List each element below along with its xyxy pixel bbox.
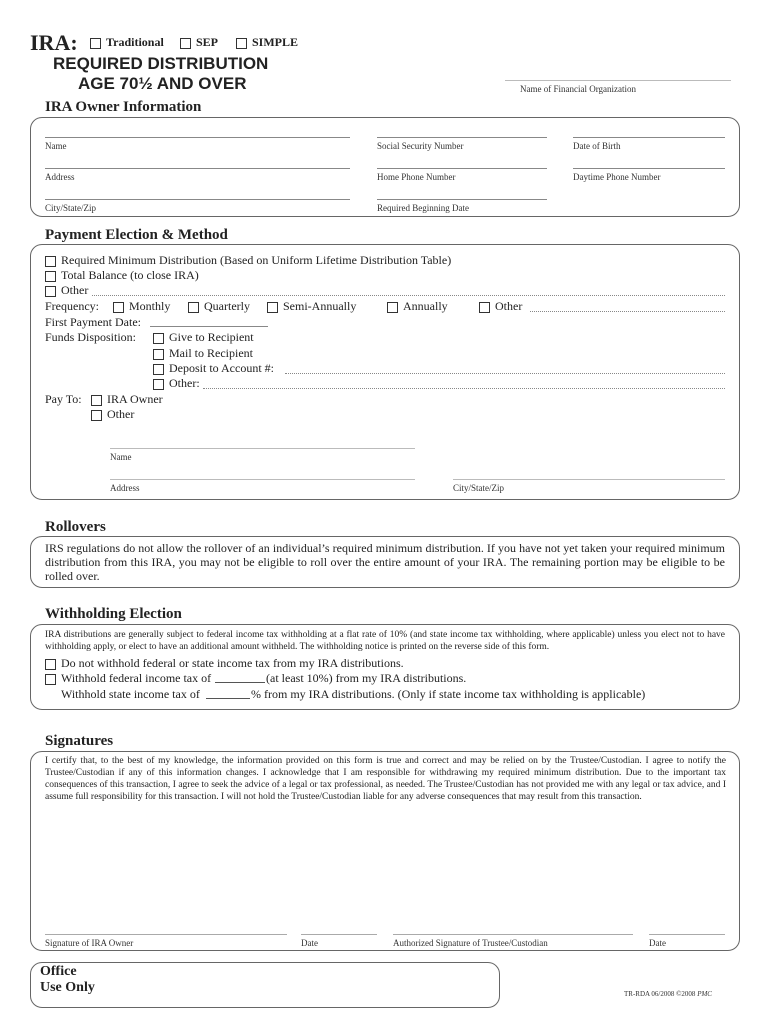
- freq-quarterly[interactable]: Quarterly: [188, 299, 250, 314]
- checkbox[interactable]: [153, 364, 164, 375]
- withhold-state-suffix: % from my IRA distributions. (Only if state income tax withholding is applicable): [251, 687, 646, 701]
- deposit-account-line[interactable]: [285, 373, 725, 374]
- home-phone-line[interactable]: [377, 168, 547, 169]
- frequency-label: Frequency:: [45, 299, 99, 313]
- day-phone-label: Daytime Phone Number: [573, 172, 661, 182]
- withhold-state-label: Withhold state income tax of: [61, 687, 200, 701]
- checkbox[interactable]: [113, 302, 124, 313]
- freq-annual[interactable]: Annually: [387, 299, 448, 314]
- freq-semiannual[interactable]: Semi-Annually: [267, 299, 356, 314]
- owner-date-line[interactable]: [301, 934, 377, 935]
- funds-other[interactable]: Other:: [153, 376, 200, 391]
- office-use-box: [30, 962, 500, 1008]
- payto-other[interactable]: Other: [91, 407, 134, 422]
- withhold-federal[interactable]: Withhold federal income tax of: [45, 671, 211, 686]
- type-traditional[interactable]: Traditional: [90, 35, 164, 50]
- checkbox[interactable]: [153, 379, 164, 390]
- city-label: City/State/Zip: [45, 203, 96, 213]
- form-id: TR-RDA 06/2008 ©2008 PMC: [624, 990, 712, 998]
- option-total[interactable]: Total Balance (to close IRA): [45, 268, 199, 283]
- name-line[interactable]: [45, 137, 350, 138]
- option-rmd[interactable]: Required Minimum Distribution (Based on Uniform Lifetime Distribution Table): [45, 253, 451, 268]
- checkbox[interactable]: [90, 38, 101, 49]
- freq-monthly[interactable]: Monthly: [113, 299, 170, 314]
- type-simple[interactable]: SIMPLE: [236, 35, 298, 50]
- authorized-date-label: Date: [649, 938, 666, 948]
- rollovers-heading: Rollovers: [45, 519, 106, 535]
- owner-signature-label: Signature of IRA Owner: [45, 938, 134, 948]
- checkbox[interactable]: [479, 302, 490, 313]
- authorized-signature-line[interactable]: [393, 934, 633, 935]
- dob-line[interactable]: [573, 137, 725, 138]
- day-phone-line[interactable]: [573, 168, 725, 169]
- ssn-label: Social Security Number: [377, 141, 464, 151]
- owner-date-label: Date: [301, 938, 318, 948]
- payment-heading: Payment Election & Method: [45, 227, 228, 243]
- address-label: Address: [45, 172, 75, 182]
- dob-label: Date of Birth: [573, 141, 621, 151]
- signatures-heading: Signatures: [45, 733, 114, 749]
- checkbox[interactable]: [45, 659, 56, 670]
- funds-deposit[interactable]: Deposit to Account #:: [153, 361, 274, 376]
- checkbox[interactable]: [236, 38, 247, 49]
- option-other[interactable]: Other: [45, 283, 88, 298]
- withhold-none[interactable]: Do not withhold federal or state income tax from my IRA distributions.: [45, 656, 404, 671]
- rbd-line[interactable]: [377, 199, 547, 200]
- city-line[interactable]: [45, 199, 350, 200]
- owner-signature-line[interactable]: [45, 934, 287, 935]
- first-payment-label: First Payment Date:: [45, 315, 141, 329]
- address-line[interactable]: [45, 168, 350, 169]
- financial-org-line[interactable]: [505, 80, 731, 81]
- payee-address-label: Address: [110, 483, 140, 493]
- freq-other-line[interactable]: [530, 311, 725, 312]
- checkbox[interactable]: [91, 410, 102, 421]
- payee-city-label: City/State/Zip: [453, 483, 504, 493]
- payee-address-line[interactable]: [110, 479, 415, 480]
- withhold-federal-suffix: (at least 10%) from my IRA distributions.: [266, 671, 467, 685]
- federal-amount-line[interactable]: [215, 682, 265, 683]
- first-payment-line[interactable]: [150, 326, 268, 327]
- checkbox[interactable]: [45, 674, 56, 685]
- checkbox[interactable]: [267, 302, 278, 313]
- checkbox[interactable]: [153, 333, 164, 344]
- type-sep[interactable]: SEP: [180, 35, 218, 50]
- signatures-text: I certify that, to the best of my knowledge, the information provided on this form is true and correct and may be relied on by the Trustee/Custodian. I agree to notify the Trustee/Custodian if any of this information changes. I acknowledge that I am responsible for withdrawing my required minimum distribution. Due to the important tax consequences of this transaction, I agree to seek the advice of a legal or tax professional, as needed. The Trustee/Custodian has not provided me with any legal or tax advice, and I assume full responsibility for this transaction. I will not hold the Trustee/Custodian liable for any adverse consequences that may result from this transaction.: [45, 756, 726, 802]
- payee-name-label: Name: [110, 452, 132, 462]
- financial-org-label: Name of Financial Organization: [520, 84, 637, 94]
- authorized-signature-label: Authorized Signature of Trustee/Custodian: [393, 938, 548, 948]
- payto-label: Pay To:: [45, 392, 82, 406]
- checkbox[interactable]: [45, 256, 56, 267]
- checkbox[interactable]: [153, 349, 164, 360]
- funds-mail[interactable]: Mail to Recipient: [153, 346, 253, 361]
- name-label: Name: [45, 141, 67, 151]
- payto-owner[interactable]: IRA Owner: [91, 392, 163, 407]
- funds-other-line[interactable]: [203, 388, 725, 389]
- payee-name-line[interactable]: [110, 448, 415, 449]
- freq-other[interactable]: Other: [479, 299, 522, 314]
- state-amount-line[interactable]: [206, 698, 250, 699]
- checkbox[interactable]: [188, 302, 199, 313]
- form-title: REQUIRED DISTRIBUTION: [53, 54, 269, 73]
- checkbox[interactable]: [387, 302, 398, 313]
- authorized-date-line[interactable]: [649, 934, 725, 935]
- rbd-label: Required Beginning Date: [377, 203, 469, 213]
- payee-city-line[interactable]: [453, 479, 725, 480]
- funds-give[interactable]: Give to Recipient: [153, 330, 254, 345]
- home-phone-label: Home Phone Number: [377, 172, 456, 182]
- checkbox[interactable]: [45, 286, 56, 297]
- ssn-line[interactable]: [377, 137, 547, 138]
- owner-box: [30, 117, 740, 217]
- owner-heading: IRA Owner Information: [45, 99, 202, 115]
- form-subtitle: AGE 70½ AND OVER: [78, 74, 247, 93]
- checkbox[interactable]: [91, 395, 102, 406]
- office-use-label: Office Use Only: [40, 964, 95, 995]
- funds-label: Funds Disposition:: [45, 330, 137, 344]
- rollovers-text: IRS regulations do not allow the rollover of an individual’s required minimum distribution. If you have not yet taken your required minimum distribution from this IRA, you may not be eligible to roll over the entire amount of your IRA. The remaining portion may be eligible to be rolled over.: [45, 541, 725, 583]
- ira-label: IRA:: [30, 30, 78, 55]
- withholding-text: IRA distributions are generally subject to federal income tax withholding at a flat rate of 10% (and state income tax withholding, where applicable) unless you elect not to have withholding apply, or elect to have an additional amount withheld. The withholding notice is printed on the reverse side of this form.: [45, 630, 725, 652]
- checkbox[interactable]: [45, 271, 56, 282]
- withholding-heading: Withholding Election: [45, 606, 182, 622]
- checkbox[interactable]: [180, 38, 191, 49]
- other-amount-line[interactable]: [92, 295, 725, 296]
